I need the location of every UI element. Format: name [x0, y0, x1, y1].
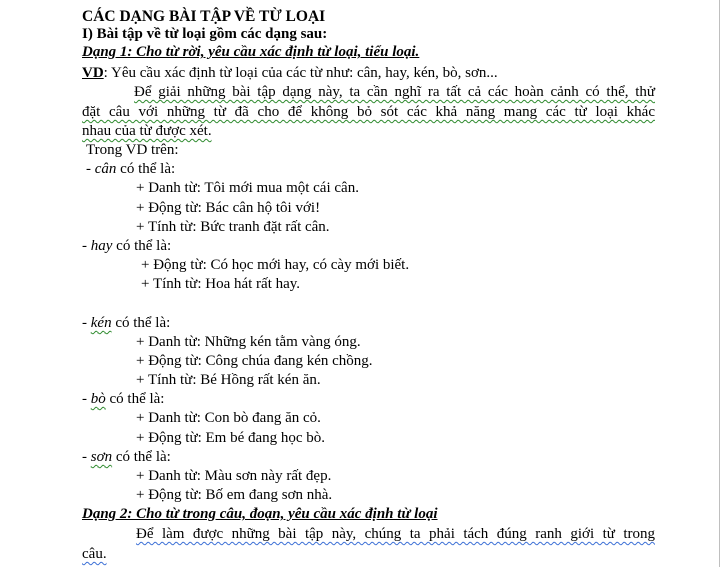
example-item: + Danh từ: Tôi mới mua một cái cân. [136, 180, 359, 196]
word-heading: - hay có thể là: [82, 238, 172, 254]
word-term: sơn [90, 449, 113, 465]
word-heading: - kén có thể là: [82, 315, 171, 331]
example-item: + Danh từ: Con bò đang ăn cỏ. [136, 410, 321, 426]
word-term: bò [90, 391, 106, 407]
word-heading: - sơn có thể là: [82, 449, 171, 465]
example-item: + Danh từ: Màu sơn này rất đẹp. [136, 468, 332, 484]
paragraph-line: đặt câu với những từ đã cho để không bỏ sót các khả năng mang các từ loại khác [82, 104, 655, 120]
page-edge [719, 0, 720, 567]
example-item: + Động từ: Bố em đang sơn nhà. [136, 487, 333, 503]
example-item: + Động từ: Công chúa đang kén chồng. [136, 353, 373, 369]
paragraph-line: nhau của từ được xét. [82, 123, 212, 139]
example-item: + Động từ: Bác cân hộ tôi với! [136, 200, 321, 216]
doc-title: CÁC DẠNG BÀI TẬP VỀ TỪ LOẠI [82, 8, 326, 25]
example-item: + Động từ: Có học mới hay, có cày mới biết. [141, 257, 410, 273]
word-heading: - bò có thể là: [82, 391, 165, 407]
type2-heading: Dạng 2: Cho từ trong câu, đoạn, yêu cầu xác định từ loại [82, 506, 438, 522]
example-item: + Danh từ: Những kén tằm vàng óng. [136, 334, 361, 350]
word-heading: - cân có thể là: [86, 161, 176, 177]
example-line [82, 64, 498, 83]
paragraph-line: Để làm được những bài tập này, chúng ta phải tách đúng ranh giới từ trong [136, 526, 655, 542]
word-term: cân [94, 161, 117, 177]
vd-text: : Yêu cầu xác định từ loại của các từ như: cân, hay, kén, bò, sơn... [103, 65, 498, 81]
example-item: + Động từ: Em bé đang học bò. [136, 430, 326, 446]
example-item: + Tính từ: Bức tranh đặt rất cân. [136, 219, 330, 235]
vd-label: VD [82, 65, 104, 81]
paragraph-line: Để giải những bài tập dạng này, ta cần nghĩ ra tất cả các hoàn cảnh có thể, thử [134, 84, 655, 100]
type1-heading: Dạng 1: Cho từ rời, yêu cầu xác định từ loại, tiểu loại. [82, 44, 420, 60]
word-term: hay [90, 238, 113, 254]
intro-line: Trong VD trên: [86, 142, 179, 158]
example-item: + Tính từ: Hoa hát rất hay. [141, 276, 301, 292]
paragraph-line: câu. [82, 546, 107, 562]
section-heading: I) Bài tập về từ loại gồm các dạng sau: [82, 26, 328, 42]
word-term: kén [90, 315, 112, 331]
example-item: + Tính từ: Bé Hồng rất kén ăn. [136, 372, 321, 388]
